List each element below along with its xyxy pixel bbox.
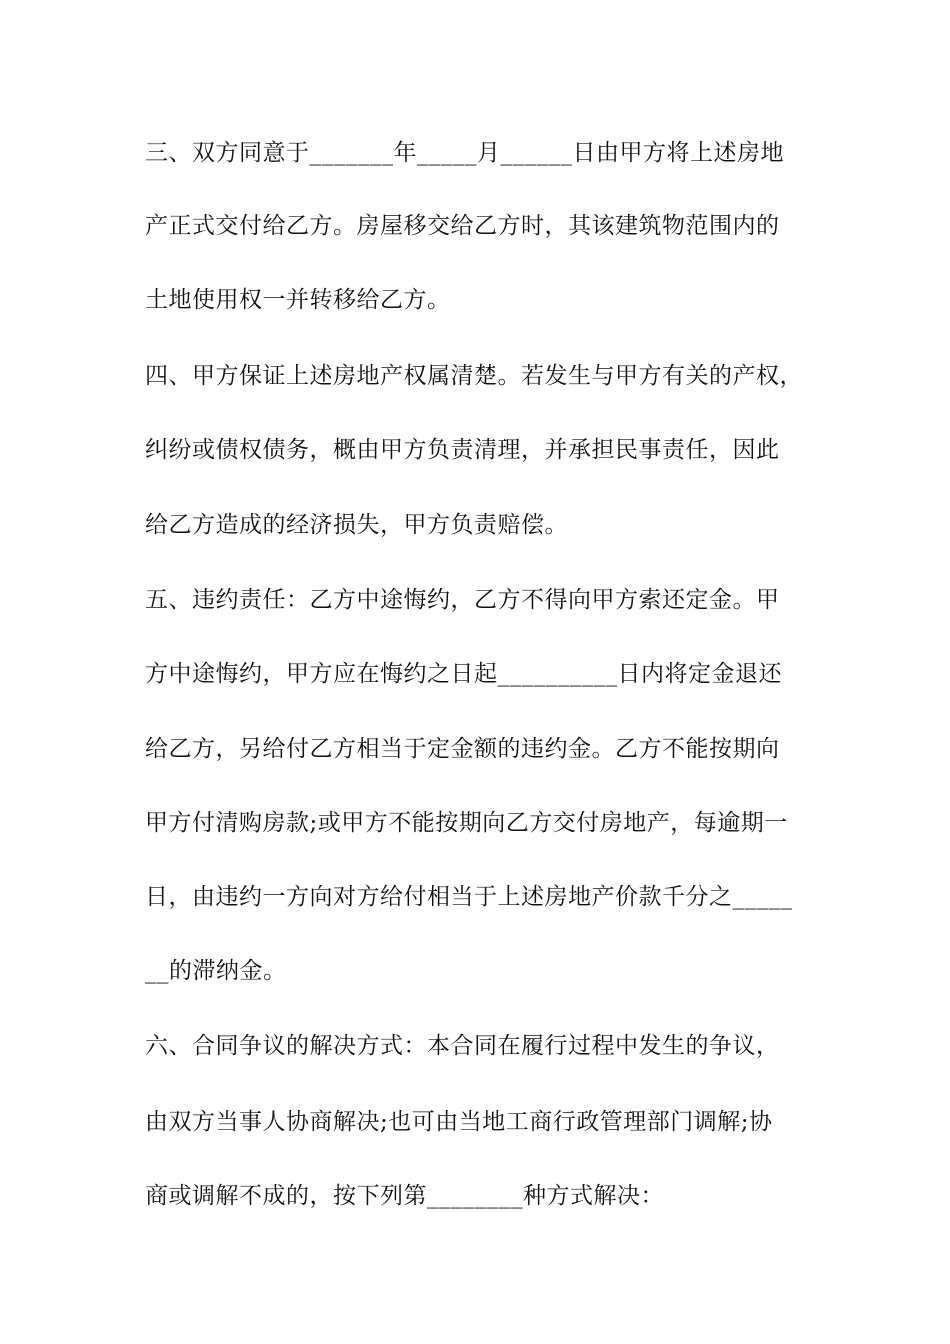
text-line: 商或调解不成的，按下列第________种方式解决：	[145, 1183, 664, 1209]
text-line: 日，由违约一方向对方给付相当于上述房地产价款千分之_____	[145, 884, 793, 910]
text-line: 纠纷或债权债务，概由甲方负责清理，并承担民事责任，因此	[145, 437, 780, 463]
text-line: 四、甲方保证上述房地产权属清楚。若发生与甲方有关的产权，	[145, 363, 803, 389]
text-line: 五、违约责任：乙方中途悔约，乙方不得向甲方索还定金。甲	[145, 587, 780, 613]
text-line: 六、合同争议的解决方式：本合同在履行过程中发生的争议，	[145, 1033, 780, 1059]
text-line: 产正式交付给乙方。房屋移交给乙方时，其该建筑物范围内的	[145, 213, 780, 239]
text-line: 土地使用权一并转移给乙方。	[145, 287, 451, 313]
text-line: 三、双方同意于_______年_____月______日由甲方将上述房地	[145, 140, 784, 166]
text-line: 由双方当事人协商解决;也可由当地工商行政管理部门调解;协	[145, 1109, 773, 1135]
text-line: 给乙方，另给付乙方相当于定金额的违约金。乙方不能按期向	[145, 736, 780, 762]
text-line: 甲方付清购房款;或甲方不能按期向乙方交付房地产，每逾期一	[145, 810, 788, 836]
text-line: __的滞纳金。	[145, 958, 287, 984]
text-line: 方中途悔约，甲方应在悔约之日起__________日内将定金退还	[145, 661, 782, 687]
text-line: 给乙方造成的经济损失，甲方负责赔偿。	[145, 512, 568, 538]
